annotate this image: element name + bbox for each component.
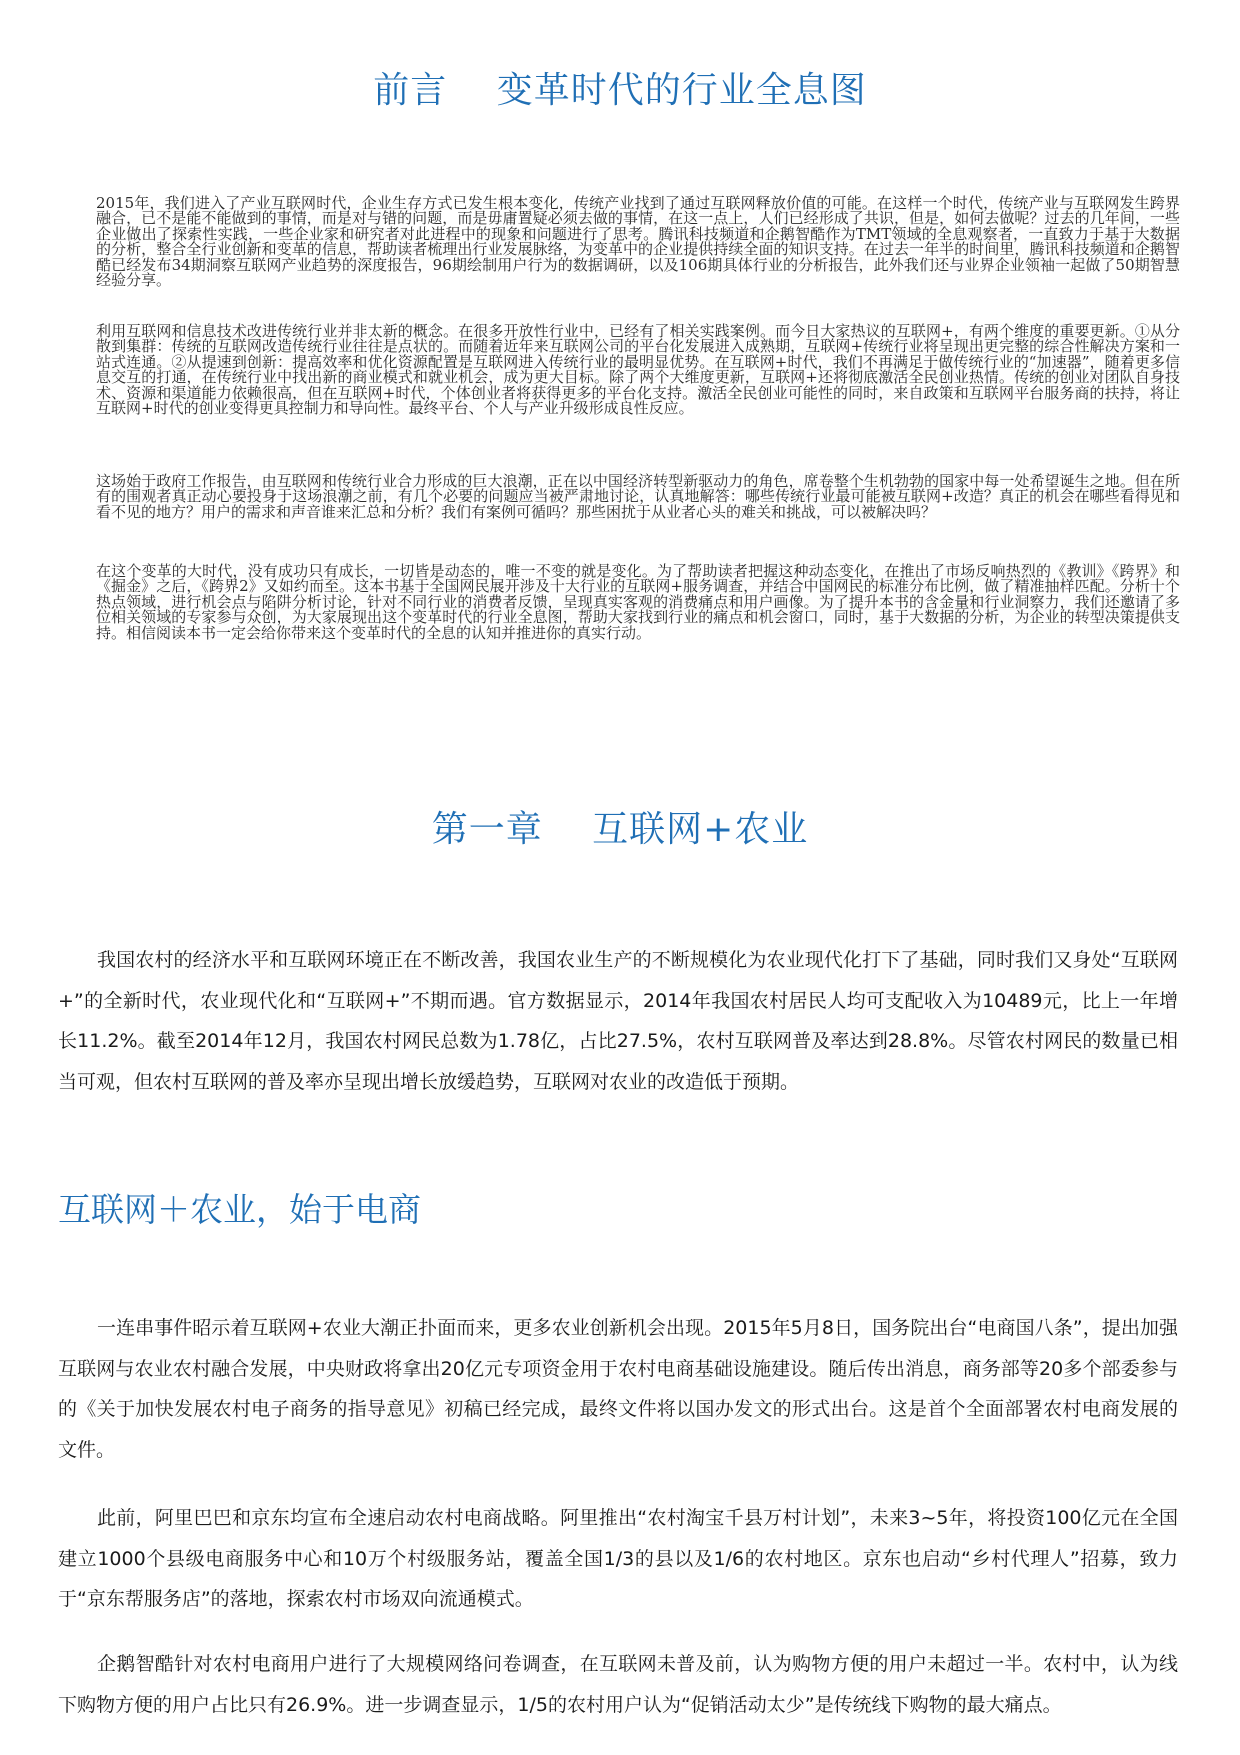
preface-title: 前言 变革时代的行业全息图: [373, 70, 867, 111]
preface-paragraph-4: 在这个变革的大时代，没有成功只有成长，一切皆是动态的，唯一不变的就是变化。为了帮助读者把握这种动态变化，在推出了市场反响热烈的《教训》《跨界》和《掘金》之后，《跨界2》又如约而至。这本书基于全国网民展开涉及十大行业的互联网+服务调查，并结合中国网民的标准分布比例，做了精准抽样匹配。分析十个热点领域，进行机会点与陷阱分析讨论，针对不同行业的消费者反馈，呈现真实客观的消费痛点和用户画像。为了提升本书的含金量和行业洞察力，我们还邀请了多位相关领域的专家参与众创，为大家展现出这个变革时代的行业全息图，帮助大家找到行业的痛点和机会窗口，同时，基于大数据的分析，为企业的转型决策提供支持。相信阅读本书一定会给你带来这个变革时代的全息的认知并推进你的真实行动。: [96, 562, 1180, 642]
preface-paragraph-1: 2015年，我们进入了产业互联网时代，企业生存方式已发生根本变化，传统产业找到了通过互联网释放价值的可能。在这样一个时代，传统产业与互联网发生跨界融合，已不是能不能做到的事情，而是对与错的问题，而是毋庸置疑必须去做的事情，在这一点上，人们已经形成了共识，但是，如何去做呢？过去的几年间，一些企业做出了探索性实践，一些企业家和研究者对此进程中的现象和问题进行了思考。腾讯科技频道和企鹅智酷作为TMT领域的全息观察者，一直致力于基于大数据的分析，整合全行业创新和变革的信息，帮助读者梳理出行业发展脉络，为变革中的企业提供持续全面的知识支持。在过去一年半的时间里，腾讯科技频道和企鹅智酷已经发布34期洞察互联网产业趋势的深度报告，96期绘制用户行为的数据调研，以及106期具体行业的分析报告，此外我们还与业界企业领袖一起做了50期智慧经验分享。: [96, 194, 1180, 290]
chapter-title: 第一章 互联网+农业: [431, 809, 809, 850]
section-paragraph-1: 一连串事件昭示着互联网+农业大潮正扑面而来，更多农业创新机会出现。2015年5月8日，国务院出台“电商国八条”，提出加强互联网与农业农村融合发展，中央财政将拿出20亿元专项资金用于农村电商基础设施建设。随后传出消息，商务部等20多个部委参与的《关于加快发展农村电子商务的指导意见》初稿已经完成，最终文件将以国办发文的形式出台。这是首个全面部署农村电商发展的文件。: [58, 1317, 1178, 1461]
preface-paragraph-2: 利用互联网和信息技术改进传统行业并非太新的概念。在很多开放性行业中，已经有了相关实践案例。而今日大家热议的互联网+，有两个维度的重要更新。①从分散到集群：传统的互联网改造传统行业往往是点状的。而随着近年来互联网公司的平台化发展进入成熟期，互联网+传统行业将呈现出更完整的综合性解决方案和一站式连通。②从提速到创新：提高效率和优化资源配置是互联网进入传统行业的最明显优势。在互联网+时代，我们不再满足于做传统行业的“加速器”，随着更多信息交互的打通，在传统行业中找出新的商业模式和就业机会，成为更大目标。除了两个大维度更新，互联网+还将彻底激活全民创业热情。传统的创业对团队自身技术、资源和渠道能力依赖很高，但在互联网+时代，个体创业者将获得更多的平台化支持。激活全民创业可能性的同时，来自政策和互联网平台服务商的扶持，将让互联网+时代的创业变得更具控制力和导向性。最终平台、个人与产业升级形成良性反应。: [96, 322, 1180, 418]
section-paragraph-3: 企鹅智酷针对农村电商用户进行了大规模网络问卷调查，在互联网未普及前，认为购物方便的用户未超过一半。农村中，认为线下购物方便的用户占比只有26.9%。进一步调查显示，1/5的农村用户认为“促销活动太少”是传统线下购物的最大痛点。: [58, 1653, 1178, 1716]
chapter-intro-paragraph: 我国农村的经济水平和互联网环境正在不断改善，我国农业生产的不断规模化为农业现代化打下了基础，同时我们又身处“互联网+”的全新时代，农业现代化和“互联网+”不期而遇。官方数据显示，2014年我国农村居民人均可支配收入为10489元，比上一年增长11.2%。截至2014年12月，我国农村网民总数为1.78亿，占比27.5%，农村互联网普及率达到28.8%。尽管农村网民的数量已相当可观，但农村互联网的普及率亦呈现出增长放缓趋势，互联网对农业的改造低于预期。: [58, 949, 1178, 1093]
section-paragraph-2: 此前，阿里巴巴和京东均宣布全速启动农村电商战略。阿里推出“农村淘宝千县万村计划”，未来3~5年，将投资100亿元在全国建立1000个县级电商服务中心和10万个村级服务站，覆盖全国1/3的县以及1/6的农村地区。京东也启动“乡村代理人”招募，致力于“京东帮服务店”的落地，探索农村市场双向流通模式。: [58, 1507, 1178, 1610]
preface-paragraph-3: 这场始于政府工作报告，由互联网和传统行业合力形成的巨大浪潮，正在以中国经济转型新驱动力的角色，席卷整个生机勃勃的国家中每一处希望诞生之地。但在所有的围观者真正动心要投身于这场浪潮之前，有几个必要的问题应当被严肃地讨论，认真地解答：哪些传统行业最可能被互联网+改造？真正的机会在哪些看得见和看不见的地方？用户的需求和声音谁来汇总和分析？我们有案例可循吗？那些困扰于从业者心头的难关和挑战，可以被解决吗？: [96, 472, 1180, 521]
section-heading: 互联网＋农业，始于电商: [58, 1190, 421, 1229]
